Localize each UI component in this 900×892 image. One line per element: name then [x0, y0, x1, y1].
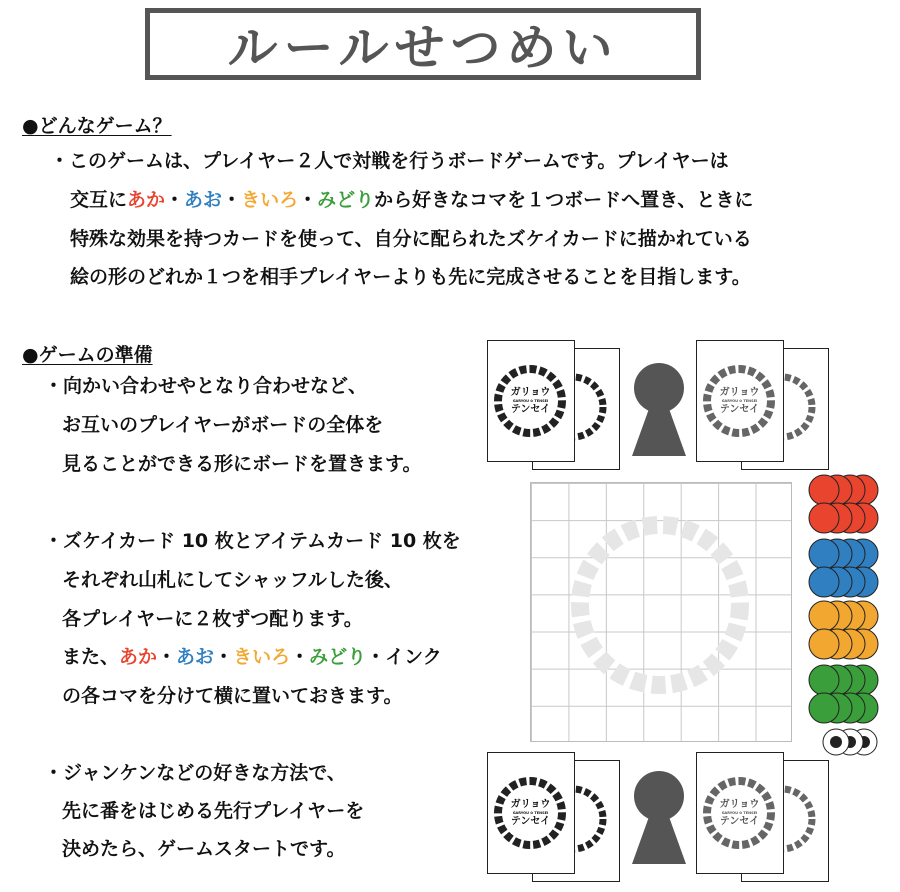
setup-p2-line5: の各コマを分けて横に置いておきます。	[62, 685, 403, 707]
setup-p1-line3: 見ることができる形にボードを置きます。	[62, 453, 422, 475]
pawn-icon	[628, 362, 690, 458]
text: 交互に	[70, 189, 128, 211]
color-word-blue: あお	[176, 646, 215, 668]
color-word-yellow: きいろ	[233, 646, 291, 668]
setup-p2-line4	[62, 646, 442, 668]
section-heading-what-game: ●どんなゲーム？	[22, 115, 172, 137]
card-logo-line1: ガリョウ	[510, 799, 551, 810]
separator: ・	[298, 189, 318, 211]
setup-p2-line3: 各プレイヤーに２枚ずつ配ります。	[62, 608, 363, 630]
card-front-gray	[696, 340, 784, 462]
setup-p2-line2: それぞれ山札にしてシャッフルした後、	[62, 569, 403, 591]
setup-p2-line1: ・ズケイカード 10 枚とアイテムカード 10 枚を	[44, 530, 461, 552]
card-logo-line2: テンセイ	[719, 816, 760, 827]
card-front-black	[487, 340, 575, 462]
section1-line3: 特殊な効果を持つカードを使って、自分に配られたズケイカードに描かれている	[70, 228, 752, 250]
section1-line1: ・このゲームは、プレイヤー２人で対戦を行うボードゲームです。プレイヤーは	[50, 150, 729, 172]
setup-p3-line3: 決めたら、ゲームスタートです。	[62, 838, 346, 860]
yellow-tokens	[809, 601, 878, 659]
card-front-black	[487, 752, 575, 874]
color-word-green: みどり	[309, 646, 367, 668]
pawn-icon	[628, 770, 690, 866]
card-logo-line2: テンセイ	[510, 816, 551, 827]
separator: ・	[214, 646, 234, 668]
card-logo-sub: GARYOU ✿ TENSEI	[512, 399, 549, 403]
color-word-red: あか	[119, 646, 158, 668]
setup-p1-line1: ・向かい合わせやとなり合わせなど、	[44, 375, 368, 397]
color-word-yellow: きいろ	[241, 189, 299, 211]
separator: ・	[157, 646, 177, 668]
section1-line4: 絵の形のどれか１つを相手プレイヤーよりも先に完成させることを目指します。	[70, 266, 751, 288]
red-tokens	[809, 475, 878, 533]
section1-line2	[70, 189, 753, 211]
section-heading-setup: ●ゲームの準備	[22, 344, 153, 366]
separator: ・	[290, 646, 310, 668]
card-front-gray	[696, 752, 784, 874]
color-word-blue: あお	[184, 189, 223, 211]
card-logo-line1: ガリョウ	[510, 387, 551, 398]
card-logo-sub: GARYOU ✿ TENSEI	[512, 811, 549, 815]
text: ・インク	[366, 646, 442, 668]
text: から好きなコマを１つボードへ置き、ときに	[374, 189, 754, 211]
color-word-red: あか	[127, 189, 166, 211]
card-logo-sub: GARYOU ✿ TENSEI	[721, 399, 758, 403]
blue-tokens	[809, 539, 878, 597]
green-tokens	[809, 665, 878, 723]
card-logo-line2: テンセイ	[510, 404, 551, 415]
card-logo-line1: ガリョウ	[719, 799, 760, 810]
card-logo-line1: ガリョウ	[719, 387, 760, 398]
setup-p3-line1: ・ジャンケンなどの好きな方法で、	[44, 762, 346, 784]
page-title: ルールせつめい	[227, 19, 619, 77]
text: また、	[62, 646, 120, 668]
title-box	[145, 8, 701, 80]
card-logo-line2: テンセイ	[719, 404, 760, 415]
token-stack	[806, 474, 886, 760]
color-word-green: みどり	[317, 189, 375, 211]
ink-splat-icon	[823, 729, 877, 755]
board-ring-icon	[560, 505, 760, 705]
separator: ・	[222, 189, 242, 211]
setup-p1-line2: お互いのプレイヤーがボードの全体を	[62, 414, 384, 436]
setup-p3-line2: 先に番をはじめる先行プレイヤーを	[62, 800, 365, 822]
card-logo-sub: GARYOU ✿ TENSEI	[721, 811, 758, 815]
separator: ・	[165, 189, 185, 211]
